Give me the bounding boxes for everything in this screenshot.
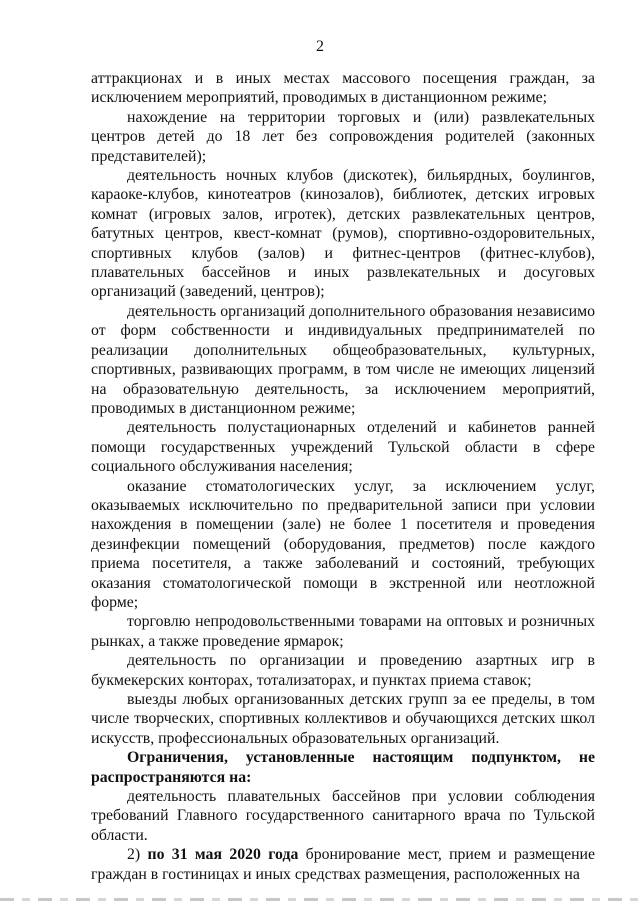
deadline-date: по 31 мая 2020 года [147, 846, 299, 864]
paragraph-dental-services: оказание стоматологических услуг, за исключением услуг, оказываемых исключительно по предварительной записи при условии нахождения в помещении (зале) не более 1 посетителя и проведения дезинфекции помещений (оборудования, предметов) после каждого приема посетителя, а также заболеваний и состояний, требующих оказания стоматологической помощи в экстренной или неотложной форме; [91, 477, 595, 611]
scan-edge-artifact [0, 898, 640, 901]
paragraph-markets: торговлю непродовольственными товарами на оптовых и розничных рынках, а также проведение ярмарок; [91, 613, 595, 650]
paragraph-exceptions-heading: Ограничения, установленные настоящим подпунктом, не распространяются на: [91, 749, 595, 786]
paragraph-night-clubs: деятельность ночных клубов (дискотек), бильярдных, боулингов, караоке-клубов, кинотеатров (кинозалов), библиотек, детских игровых комнат (игровых залов, игротек), детских развлекательных центров, батутных центров, квест-комнат (румов), спортивно-оздоровительных, спортивных клубов (залов) и фитнес-центров (фитнес-клубов), плавательных бассейнов и иных развлекательных и досуговых организаций (заведений, центров); [91, 167, 595, 301]
paragraph-children-groups: выезды любых организованных детских групп за ее пределы, в том числе творческих, спортивных коллективов и обучающихся детских школ искусств, профессиональных образовательных организаций. [91, 691, 595, 747]
paragraph-early-help: деятельность полустационарных отделений и кабинетов ранней помощи государственных учреждений Тульской области в сфере социального обслуживания населения; [91, 419, 595, 476]
item-number: 2) [127, 846, 148, 864]
paragraph-hotels [91, 845, 595, 884]
document-body [91, 69, 595, 884]
hotels-text: бронирование мест, прием и размещение граждан в гостиницах и иных средствах размещения, расположенных на [91, 846, 596, 883]
paragraph-continuation: аттракционах и в иных местах массового посещения граждан, за исключением мероприятий, проводимых в дистанционном режиме; [91, 70, 595, 107]
page-number: 2 [316, 38, 324, 55]
paragraph-shopping-centers: нахождение на территории торговых и (или) развлекательных центров детей до 18 лет без сопровождения родителей (законных представителей); [91, 108, 595, 165]
paragraph-additional-education: деятельность организаций дополнительного образования независимо от форм собственности и индивидуальных предпринимателей по реализации дополнительных общеобразовательных, культурных, спортивных, развивающих программ, в том числе не имеющих лицензий на образовательную деятельность, за исключением мероприятий, проводимых в дистанционном режиме; [91, 302, 595, 417]
paragraph-gambling: деятельность по организации и проведению азартных игр в букмекерских конторах, тотализаторах, и пунктах приема ставок; [91, 652, 595, 689]
paragraph-pools-exception: деятельность плавательных бассейнов при условии соблюдения требований Главного государственного санитарного врача по Тульской области. [91, 788, 595, 844]
